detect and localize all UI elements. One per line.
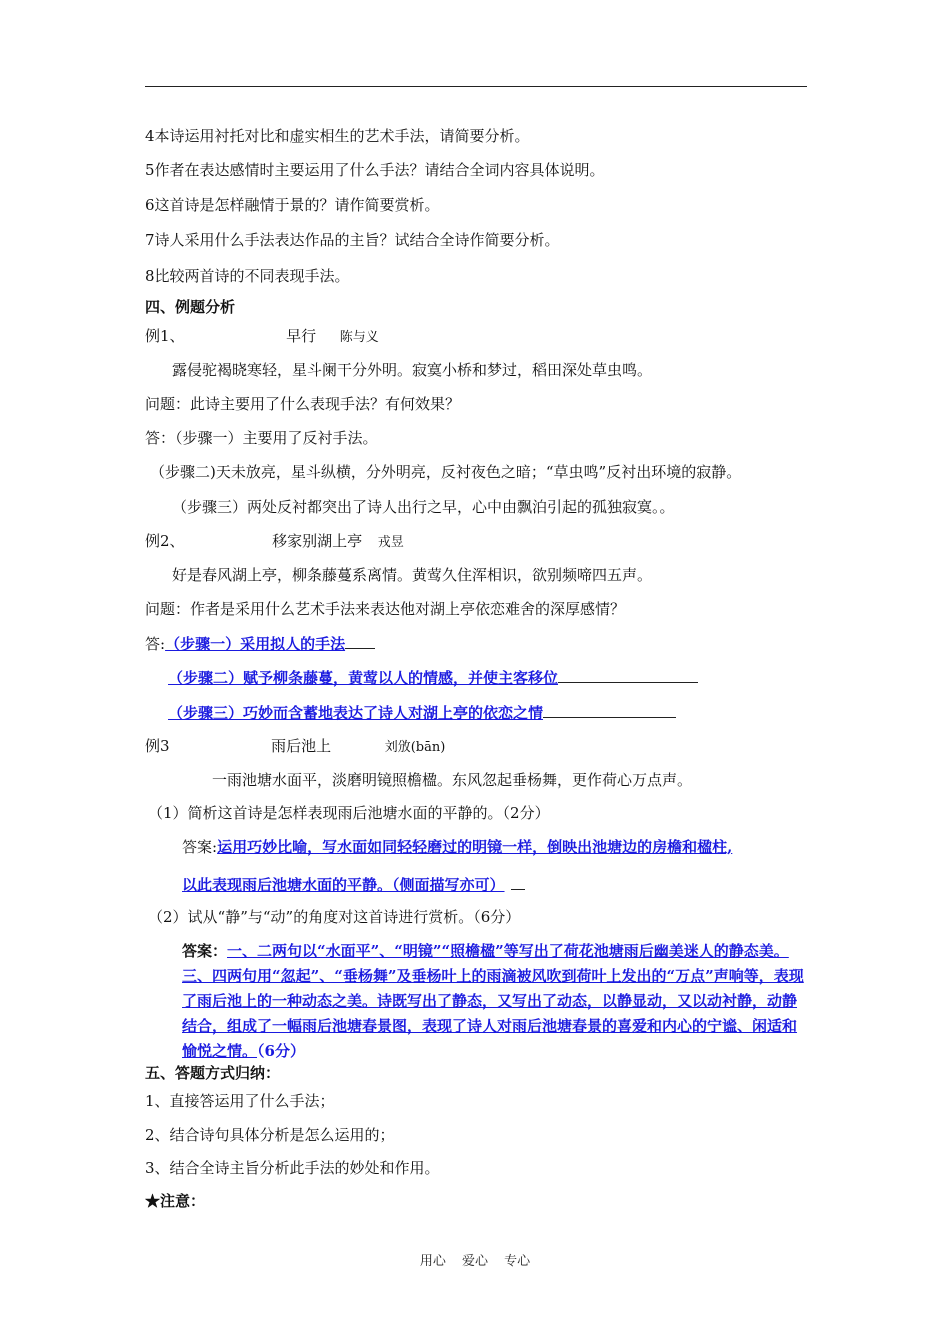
question-8: 8比较两首诗的不同表现手法。 [145, 267, 350, 285]
header-rule [145, 86, 807, 87]
example-2-step2: （步骤二）赋予柳条藤蔓，黄莺以人的情感，并使主客移位 [168, 669, 559, 687]
example-2-answer-prefix: 答: [145, 635, 166, 653]
answer-blank [543, 702, 676, 718]
example-2-poem-title: 移家别湖上亭 [272, 532, 363, 550]
example-2-poem: 好是春风湖上亭，柳条藤蔓系离情。黄莺久住浑相识，欲别频啼四五声。 [172, 566, 653, 584]
example-2-answer-step2 [168, 667, 698, 688]
answer-blank [345, 633, 375, 649]
question-6: 6这首诗是怎样融情于景的？请作简要赏析。 [145, 196, 440, 214]
example-3-answer-1-line1 [182, 837, 732, 857]
section-4-title: 四、例题分析 [145, 298, 236, 316]
example-1-author: 陈与义 [339, 330, 379, 345]
example-2-step1: （步骤一）采用拟人的手法 [165, 635, 346, 653]
example-2-answer-step1 [145, 633, 375, 654]
footer-word: 爱心 [461, 1254, 488, 1269]
example-1-label: 例1、 [145, 327, 185, 345]
example-3-answer-1-text-2: 以此表现雨后池塘水面的平静。（侧面描写亦可） [182, 876, 505, 894]
footer-word: 用心 [419, 1254, 446, 1269]
example-3-answer-2 [182, 939, 807, 1064]
example-3-author: 刘攽(bān) [384, 740, 446, 755]
example-1-poem-title: 早行 [286, 327, 317, 345]
page-footer [0, 1250, 950, 1269]
example-1-question: 问题：此诗主要用了什么表现手法？有何效果？ [145, 395, 461, 413]
example-2-label: 例2、 [145, 532, 185, 550]
example-3-question-1: （1）简析这首诗是怎样表现雨后池塘水面的平静的。（2分） [148, 804, 550, 822]
example-3-answer-1-text: 运用巧妙比喻，写水面如同轻轻磨过的明镜一样，倒映出池塘边的房檐和楹柱, [217, 838, 733, 856]
example-3-poem-title: 雨后池上 [271, 737, 332, 755]
example-2-question: 问题：作者是采用什么艺术手法来表达他对湖上亭依恋难舍的深厚感情？ [145, 600, 626, 618]
answer-blank [558, 667, 698, 683]
example-3-answer-2-text: 一、二两句以“水面平”、“明镜”“照檐楹”等写出了荷花池塘雨后幽美迷人的静态美。三、四两句用“忽起”、“垂杨舞”及垂杨叶上的雨滴被风吹到荷叶上发出的“万点”声响等，表现了雨后池上的一种动态之美。诗既写出了静态，又写出了动态，以静显动，又以动衬静，动静结合，组成了一幅雨后池塘春景图，表现了诗人对雨后池塘春景的喜爱和内心的宁谧、闲适和愉悦之情。 [182, 942, 804, 1060]
example-2-author: 戎昱 [377, 535, 404, 550]
example-3-question-2: （2）试从“静”与“动”的角度对这首诗进行赏析。（6分） [148, 908, 521, 926]
example-3-answer-2-score: （6分） [257, 1042, 305, 1060]
answer-blank [511, 874, 525, 890]
method-1: 1、直接答运用了什么手法； [145, 1092, 335, 1110]
section-5-title: 五、答题方式归纳： [145, 1064, 281, 1082]
question-5: 5作者在表达感情时主要运用了什么手法？请结合全词内容具体说明。 [145, 161, 605, 179]
method-2: 2、结合诗句具体分析是怎么运用的； [145, 1126, 395, 1144]
method-3: 3、结合全诗主旨分析此手法的妙处和作用。 [145, 1159, 440, 1177]
example-1-answer-step2: （步骤二)天未放亮，星斗纵横，分外明亮，反衬夜色之暗；“草虫鸣”反衬出环境的寂静。 [150, 463, 742, 481]
example-2-heading [145, 531, 404, 553]
footer-word: 专心 [504, 1254, 531, 1269]
note-heading: ★注意： [145, 1192, 206, 1210]
example-3-poem: 一雨池塘水面平，淡磨明镜照檐楹。东风忽起垂杨舞，更作荷心万点声。 [212, 771, 693, 789]
example-1-answer-step1: 答：（步骤一）主要用了反衬手法。 [145, 429, 378, 447]
example-3-answer-2-label: 答案： [182, 942, 228, 960]
example-3-answer-1-label: 答案: [182, 838, 218, 856]
example-1-heading [145, 326, 379, 348]
question-7: 7诗人采用什么手法表达作品的主旨？试结合全诗作简要分析。 [145, 231, 560, 249]
example-2-step3: （步骤三）巧妙而含蓄地表达了诗人对湖上亭的依恋之情 [168, 704, 544, 722]
example-1-answer-step3: （步骤三）两处反衬都突出了诗人出行之早，心中由飘泊引起的孤独寂寞。。 [172, 498, 675, 516]
example-3-heading [145, 736, 445, 758]
question-4: 4本诗运用衬托对比和虚实相生的艺术手法，请简要分析。 [145, 127, 530, 145]
example-3-label: 例3 [145, 737, 170, 755]
example-1-poem: 露侵驼褐晓寒轻，星斗阑干分外明。寂寞小桥和梦过，稻田深处草虫鸣。 [172, 361, 653, 379]
example-2-answer-step3 [168, 702, 676, 723]
example-3-answer-1-line2 [182, 874, 525, 895]
